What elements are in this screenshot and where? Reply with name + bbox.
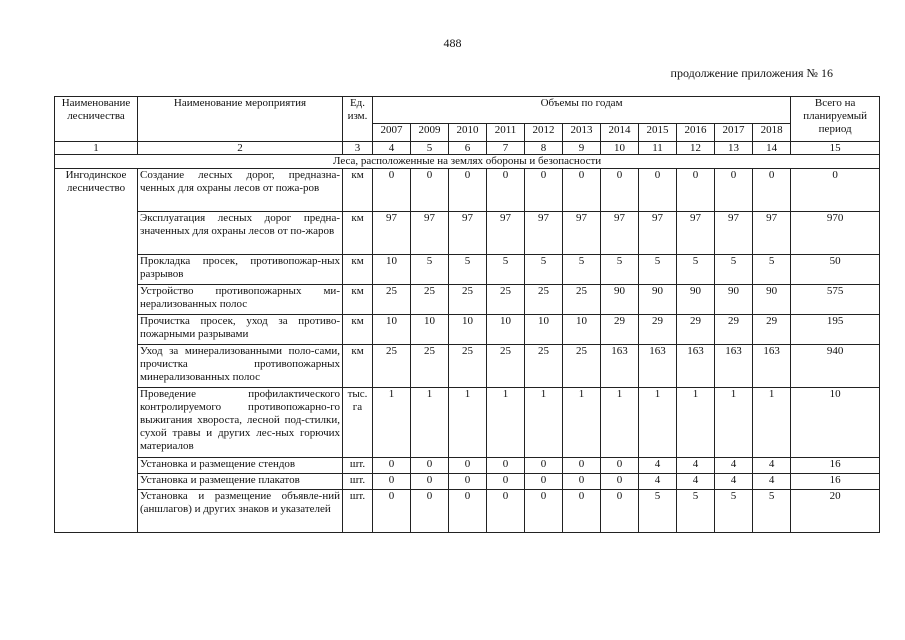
value-cell: 4 — [639, 458, 677, 474]
column-number: 15 — [791, 142, 880, 155]
value-cell: 5 — [525, 255, 563, 285]
year-header: 2012 — [525, 124, 563, 142]
value-cell: 90 — [715, 285, 753, 315]
year-header: 2015 — [639, 124, 677, 142]
value-cell: 97 — [601, 212, 639, 255]
column-number: 7 — [487, 142, 525, 155]
year-header: 2016 — [677, 124, 715, 142]
value-cell: 0 — [563, 458, 601, 474]
value-cell: 97 — [525, 212, 563, 255]
value-cell: 25 — [449, 285, 487, 315]
value-cell: 0 — [525, 458, 563, 474]
value-cell: 0 — [715, 169, 753, 212]
header-measure: Наименование мероприятия — [138, 97, 343, 142]
table-row — [55, 212, 880, 255]
total-cell: 575 — [791, 285, 880, 315]
year-header: 2007 — [373, 124, 411, 142]
value-cell: 0 — [601, 458, 639, 474]
value-cell: 1 — [639, 388, 677, 458]
value-cell: 25 — [449, 345, 487, 388]
unit-cell: тыс. га — [343, 388, 373, 458]
column-number: 11 — [639, 142, 677, 155]
value-cell: 4 — [677, 474, 715, 490]
unit-cell: км — [343, 285, 373, 315]
value-cell: 0 — [487, 458, 525, 474]
value-cell: 25 — [373, 345, 411, 388]
column-number: 5 — [411, 142, 449, 155]
value-cell: 1 — [753, 388, 791, 458]
value-cell: 0 — [601, 490, 639, 533]
table-row — [55, 255, 880, 285]
value-cell: 0 — [525, 169, 563, 212]
measure-name: Прочистка просек, уход за противо-пожарными разрывами — [138, 315, 343, 345]
forest-measures-table — [54, 96, 880, 533]
value-cell: 97 — [677, 212, 715, 255]
column-number: 2 — [138, 142, 343, 155]
value-cell: 1 — [373, 388, 411, 458]
value-cell: 10 — [411, 315, 449, 345]
year-header: 2018 — [753, 124, 791, 142]
value-cell: 0 — [753, 169, 791, 212]
measure-name: Устройство противопожарных ми-нерализованных полос — [138, 285, 343, 315]
unit-cell: км — [343, 169, 373, 212]
value-cell: 10 — [563, 315, 601, 345]
unit-cell: шт. — [343, 474, 373, 490]
value-cell: 5 — [677, 255, 715, 285]
total-cell: 195 — [791, 315, 880, 345]
value-cell: 1 — [715, 388, 753, 458]
section-title: Леса, расположенные на землях обороны и безопасности — [55, 155, 880, 169]
value-cell: 5 — [639, 490, 677, 533]
value-cell: 25 — [411, 285, 449, 315]
value-cell: 97 — [411, 212, 449, 255]
total-cell: 0 — [791, 169, 880, 212]
value-cell: 0 — [677, 169, 715, 212]
value-cell: 5 — [677, 490, 715, 533]
table-row — [55, 388, 880, 458]
value-cell: 25 — [525, 345, 563, 388]
header-unit: Ед. изм. — [343, 97, 373, 142]
value-cell: 5 — [753, 255, 791, 285]
value-cell: 0 — [601, 169, 639, 212]
value-cell: 5 — [715, 255, 753, 285]
value-cell: 29 — [601, 315, 639, 345]
total-cell: 16 — [791, 458, 880, 474]
value-cell: 0 — [487, 490, 525, 533]
value-cell: 90 — [677, 285, 715, 315]
year-header: 2017 — [715, 124, 753, 142]
value-cell: 25 — [487, 345, 525, 388]
column-number: 8 — [525, 142, 563, 155]
value-cell: 90 — [639, 285, 677, 315]
value-cell: 0 — [373, 490, 411, 533]
value-cell: 0 — [525, 474, 563, 490]
value-cell: 4 — [715, 474, 753, 490]
value-cell: 29 — [753, 315, 791, 345]
value-cell: 1 — [487, 388, 525, 458]
value-cell: 10 — [373, 255, 411, 285]
value-cell: 0 — [563, 490, 601, 533]
column-number: 12 — [677, 142, 715, 155]
value-cell: 163 — [677, 345, 715, 388]
measure-name: Установка и размещение плакатов — [138, 474, 343, 490]
value-cell: 1 — [677, 388, 715, 458]
column-number: 1 — [55, 142, 138, 155]
value-cell: 0 — [563, 169, 601, 212]
column-number: 6 — [449, 142, 487, 155]
value-cell: 163 — [639, 345, 677, 388]
value-cell: 29 — [639, 315, 677, 345]
value-cell: 25 — [373, 285, 411, 315]
column-number: 4 — [373, 142, 411, 155]
value-cell: 0 — [639, 169, 677, 212]
value-cell: 5 — [639, 255, 677, 285]
value-cell: 0 — [411, 169, 449, 212]
value-cell: 4 — [677, 458, 715, 474]
value-cell: 10 — [487, 315, 525, 345]
measure-name: Уход за минерализованными поло-сами, прочистка противопожарных минерализованных полос — [138, 345, 343, 388]
value-cell: 4 — [753, 474, 791, 490]
measure-name: Прокладка просек, противопожар-ных разрывов — [138, 255, 343, 285]
value-cell: 0 — [373, 458, 411, 474]
value-cell: 5 — [715, 490, 753, 533]
value-cell: 97 — [753, 212, 791, 255]
value-cell: 97 — [373, 212, 411, 255]
total-cell: 940 — [791, 345, 880, 388]
value-cell: 97 — [715, 212, 753, 255]
year-header: 2011 — [487, 124, 525, 142]
value-cell: 5 — [449, 255, 487, 285]
continuation-note: продолжение приложения № 16 — [670, 66, 833, 80]
value-cell: 0 — [411, 490, 449, 533]
value-cell: 5 — [563, 255, 601, 285]
value-cell: 5 — [753, 490, 791, 533]
value-cell: 4 — [753, 458, 791, 474]
table-row — [55, 285, 880, 315]
page-number: 488 — [443, 36, 462, 50]
value-cell: 90 — [601, 285, 639, 315]
column-number: 13 — [715, 142, 753, 155]
value-cell: 5 — [601, 255, 639, 285]
value-cell: 0 — [411, 458, 449, 474]
value-cell: 0 — [373, 169, 411, 212]
value-cell: 25 — [411, 345, 449, 388]
unit-cell: шт. — [343, 490, 373, 533]
year-header: 2010 — [449, 124, 487, 142]
table-row — [55, 345, 880, 388]
value-cell: 97 — [563, 212, 601, 255]
value-cell: 163 — [715, 345, 753, 388]
unit-cell: шт. — [343, 458, 373, 474]
value-cell: 0 — [449, 490, 487, 533]
value-cell: 0 — [601, 474, 639, 490]
column-number: 9 — [563, 142, 601, 155]
value-cell: 163 — [601, 345, 639, 388]
value-cell: 0 — [449, 169, 487, 212]
value-cell: 0 — [449, 458, 487, 474]
measure-name: Установка и размещение объявле-ний (аншлагов) и других знаков и указателей — [138, 490, 343, 533]
value-cell: 0 — [525, 490, 563, 533]
unit-cell: км — [343, 255, 373, 285]
year-header: 2014 — [601, 124, 639, 142]
measure-name: Проведение профилактического контролируемого противопожарно-го выжигания хвороста, лесной под-стилки, сухой травы и других лес-ных горючих материалов — [138, 388, 343, 458]
total-cell: 10 — [791, 388, 880, 458]
value-cell: 5 — [487, 255, 525, 285]
year-header: 2009 — [411, 124, 449, 142]
value-cell: 90 — [753, 285, 791, 315]
year-header: 2013 — [563, 124, 601, 142]
value-cell: 25 — [487, 285, 525, 315]
column-number: 10 — [601, 142, 639, 155]
value-cell: 4 — [639, 474, 677, 490]
value-cell: 25 — [563, 285, 601, 315]
value-cell: 97 — [449, 212, 487, 255]
value-cell: 1 — [563, 388, 601, 458]
header-forestry: Наименование лесничества — [55, 97, 138, 142]
value-cell: 1 — [601, 388, 639, 458]
value-cell: 10 — [449, 315, 487, 345]
value-cell: 25 — [525, 285, 563, 315]
value-cell: 10 — [373, 315, 411, 345]
value-cell: 5 — [411, 255, 449, 285]
unit-cell: км — [343, 315, 373, 345]
header-total: Всего на планируемый период — [791, 97, 880, 142]
forestry-name: Ингодинское лесничество — [55, 169, 138, 533]
table-row — [55, 315, 880, 345]
measure-name: Создание лесных дорог, предназна-ченных для охраны лесов от пожа-ров — [138, 169, 343, 212]
total-cell: 50 — [791, 255, 880, 285]
value-cell: 97 — [487, 212, 525, 255]
column-number: 14 — [753, 142, 791, 155]
unit-cell: км — [343, 345, 373, 388]
unit-cell: км — [343, 212, 373, 255]
value-cell: 0 — [411, 474, 449, 490]
value-cell: 1 — [449, 388, 487, 458]
value-cell: 0 — [487, 474, 525, 490]
value-cell: 163 — [753, 345, 791, 388]
value-cell: 4 — [715, 458, 753, 474]
measure-name: Эксплуатация лесных дорог предна-значенных для охраны лесов от по-жаров — [138, 212, 343, 255]
table-row — [55, 169, 880, 212]
table-row — [55, 490, 880, 533]
measure-name: Установка и размещение стендов — [138, 458, 343, 474]
header-volumes: Объемы по годам — [373, 97, 791, 124]
value-cell: 1 — [525, 388, 563, 458]
table-row — [55, 474, 880, 490]
value-cell: 29 — [715, 315, 753, 345]
total-cell: 16 — [791, 474, 880, 490]
value-cell: 1 — [411, 388, 449, 458]
value-cell: 25 — [563, 345, 601, 388]
value-cell: 0 — [487, 169, 525, 212]
total-cell: 20 — [791, 490, 880, 533]
total-cell: 970 — [791, 212, 880, 255]
value-cell: 0 — [563, 474, 601, 490]
value-cell: 0 — [373, 474, 411, 490]
value-cell: 10 — [525, 315, 563, 345]
value-cell: 0 — [449, 474, 487, 490]
value-cell: 97 — [639, 212, 677, 255]
table-row — [55, 458, 880, 474]
column-number: 3 — [343, 142, 373, 155]
value-cell: 29 — [677, 315, 715, 345]
